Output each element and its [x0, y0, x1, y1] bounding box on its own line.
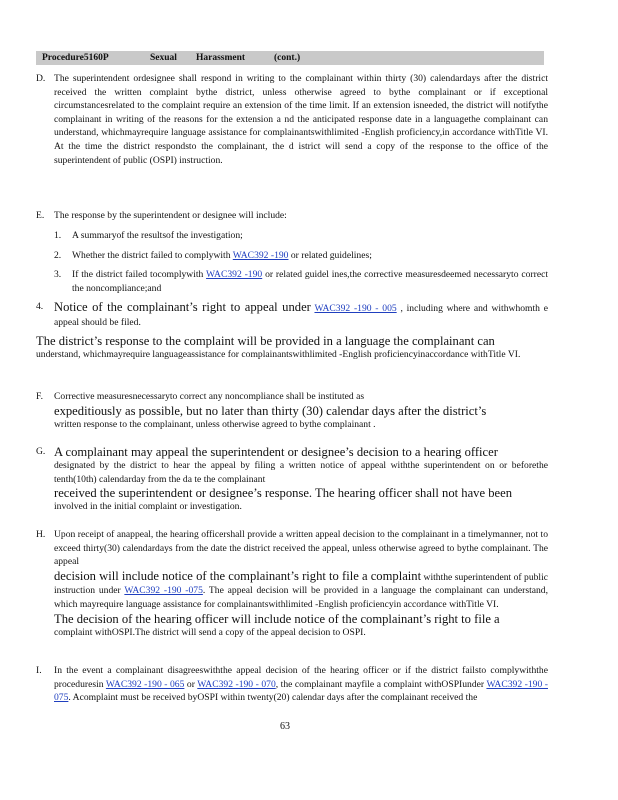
note-text: understand, whichmayrequire languageassistance for complainantswithlimited -English proficiencyinaccordance withTitle VI.: [36, 349, 521, 360]
wac-link[interactable]: WAC392 -190 - 070: [197, 678, 276, 690]
section-f-line: written response to the complainant, unless otherwise agreed to bythe complainant .: [54, 418, 376, 430]
list-item-text: A summaryof the resultsof the investigation;: [72, 230, 243, 241]
section-f-line: Corrective measuresnecessaryto correct any noncompliance shall be instituted as: [54, 391, 365, 402]
list-item-number: 1.: [54, 230, 62, 241]
section-f: [36, 390, 548, 431]
section-h-text: The decision of the hearing officer will include notice of the complainant’s right to file a: [54, 611, 500, 626]
section-i-marker: I.: [36, 665, 42, 676]
section-h-text: complaint withOSPI.The district will send a copy of the appeal decision to OSPI.: [54, 626, 366, 638]
wac-link[interactable]: WAC392 -190: [232, 250, 289, 261]
section-h-text: Upon receipt of anappeal, the hearing officershall provide a written appeal decision to the complainant in a timelymanner, not to exceed thirty(30) calendardays from the date the district received the appeal, unless otherwise agreed to bythe complainant. The appeal: [54, 529, 548, 568]
section-f-line: expeditiously as possible, but no later than thirty (30) calendar days after the district’s: [54, 403, 487, 418]
header-word-sexual: Sexual: [150, 53, 177, 63]
page-number: 63: [280, 721, 290, 732]
wac-link[interactable]: WAC392 -190 - 075: [54, 678, 548, 704]
header-word-harassment: Harassment: [196, 53, 246, 63]
response-language-note: [36, 334, 548, 362]
section-header-bar: [36, 51, 544, 65]
wac-link[interactable]: WAC392 -190 - 065: [105, 678, 185, 690]
list-item: [36, 300, 548, 329]
section-e-marker: E.: [36, 210, 45, 221]
wac-link[interactable]: WAC392 -190: [206, 269, 263, 280]
list-item-text: Notice of the complainant’s right to appeal under: [54, 300, 311, 314]
section-h-text: decision will include notice of the complainant’s right to file a complaint: [54, 568, 422, 583]
section-i-text: or: [186, 678, 195, 690]
section-h: [36, 528, 548, 639]
list-item: [54, 268, 548, 295]
section-g-line: involved in the initial complaint or investigation.: [54, 501, 242, 513]
list-item-text: Whether the district failed to complywith: [72, 250, 231, 261]
header-cont: (cont.): [274, 53, 301, 63]
section-g: [36, 445, 548, 514]
list-item-number: 4.: [36, 301, 44, 312]
section-f-marker: F.: [36, 391, 43, 402]
wac-link[interactable]: WAC392 -190 - 005: [314, 303, 397, 314]
section-e-intro: The response by the superintendent or designee will include:: [54, 210, 287, 221]
list-item-text: , including where and withwhomth e appeal should be filed.: [54, 303, 548, 328]
section-g-line: received the superintendent or designee’s response. The hearing officer shall not have been: [54, 486, 512, 501]
section-i-text: . Acomplaint must be received byOSPI within twenty(20) calendar days after the complainant received the: [68, 692, 478, 704]
procedure-number: Procedure5160P: [42, 53, 109, 63]
section-i-text: , the complainant mayfile a complaint withOSPIunder: [275, 678, 485, 690]
section-i: [36, 664, 548, 705]
section-e: [36, 209, 548, 223]
section-g-line: designated by the district to hear the appeal by filing a written notice of appeal withthe superintendent on or beforethe tenth(10th) calendarday from the da te the complainant: [54, 460, 548, 485]
list-item-text: or related guidelines;: [290, 250, 372, 261]
section-g-line: A complainant may appeal the superintendent or designee’s decision to a hearing officer: [54, 445, 498, 459]
list-item: [54, 249, 548, 263]
list-item: [54, 229, 548, 243]
section-i-text: In the event a complainant disagreeswiththe appeal decision of the hearing officer or if the district failsto complywiththe proceduresin: [54, 665, 548, 690]
note-heading-text: The district’s response to the complaint will be provided in a language the complainant can: [36, 334, 495, 348]
list-item-text: If the district failed tocomplywith: [72, 269, 204, 280]
section-h-marker: H.: [36, 529, 46, 540]
section-g-marker: G.: [36, 446, 46, 457]
section-d: [36, 72, 548, 167]
list-item-number: 2.: [54, 250, 62, 261]
section-h-text: . The appeal decision will be provided in a language the complainant can understand, which mayrequire language assistance for complainantswithlimited -English proficiencyin accordance withTitle VI.: [54, 585, 549, 610]
section-d-text: The superintendent ordesignee shall respond in writing to the complainant within thirty (30) calendardays after the district received the written complaint bythe district, unless otherwise agreed to bythe complainant or if exceptional circumstancesrelated to the complaint require an extension of the time limit. If an extension isneeded, the district will notifythe complainant in writing of the reasons for the extension a nd the anticipated response date in a languagethe complainant can understand, whichmayrequire language assistance for complainantswithlimited -English proficiency,in accordance withTitle VI. At the time the district respondsto the complainant, the d istrict will send a copy of the response to the office of the superintendent of public (OSPI) instruction.: [54, 73, 548, 166]
section-d-marker: D.: [36, 73, 46, 84]
wac-link[interactable]: WAC392 -190 -075: [124, 585, 203, 597]
list-item-text: or related guidel ines,the corrective measuresdeemed necessaryto correct the noncompliance;and: [72, 269, 549, 294]
section-h-text: withthe superintendent of public instruction under: [54, 571, 548, 597]
list-item-number: 3.: [54, 269, 62, 280]
